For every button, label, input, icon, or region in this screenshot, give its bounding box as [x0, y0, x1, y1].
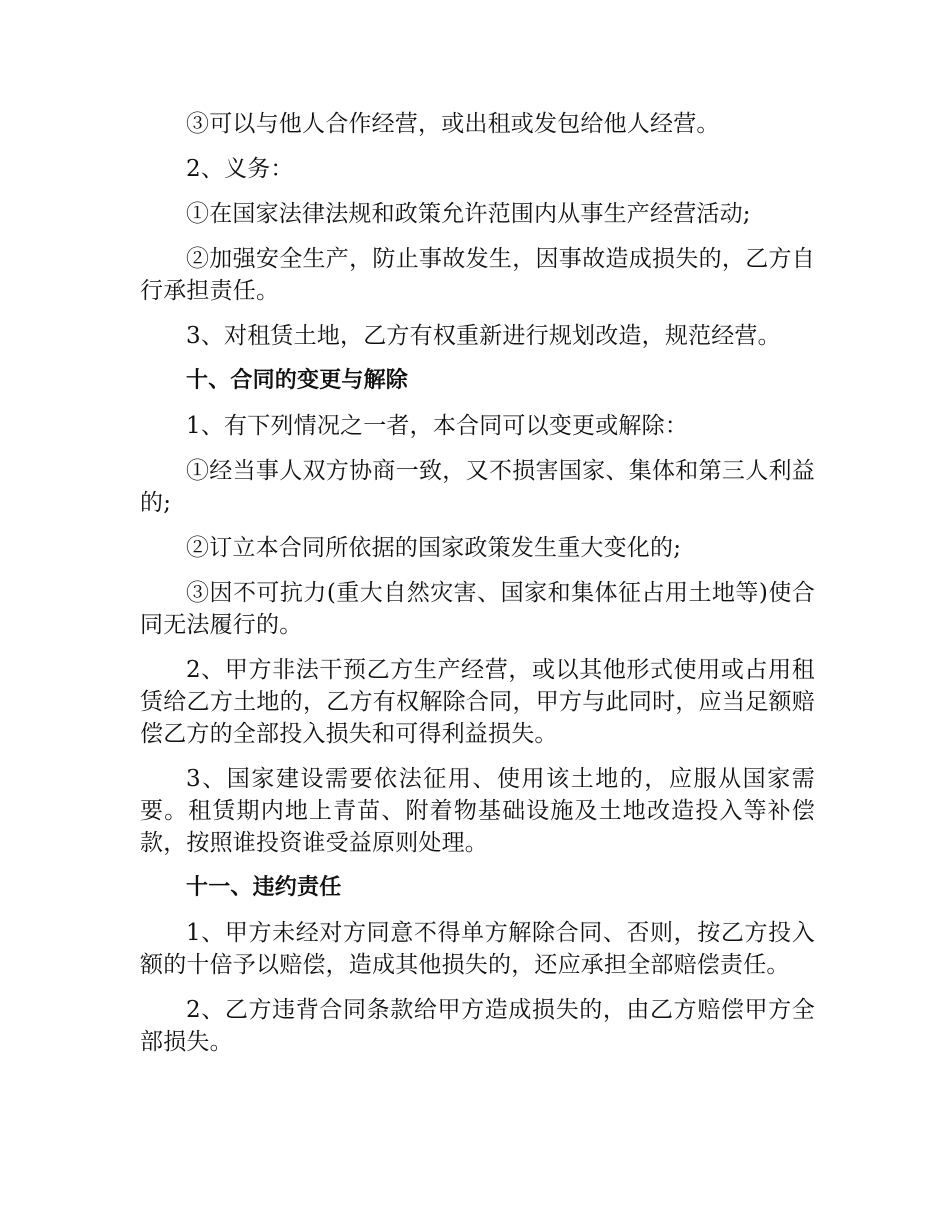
document-page: [140, 108, 815, 1071]
clause-paragraph: ②加强安全生产，防止事故发生，因事故造成损失的，乙方自行承担责任。: [140, 246, 815, 304]
section-heading: 十、合同的变更与解除: [186, 368, 409, 393]
clause-paragraph: 1、有下列情况之一者，本合同可以变更或解除：: [186, 413, 689, 439]
clause-paragraph: 2、义务：: [186, 156, 294, 182]
section-heading: 十一、违约责任: [186, 875, 342, 900]
clause-paragraph: 1、甲方未经对方同意不得单方解除合同、否则，按乙方投入额的十倍予以赔偿，造成其他损失的，还应承担全部赔偿责任。: [140, 920, 815, 978]
clause-paragraph: ①在国家法律法规和政策允许范围内从事生产经营活动;: [186, 201, 751, 227]
clause-paragraph: 3、国家建设需要依法征用、使用该土地的，应服从国家需要。租赁期内地上青苗、附着物基础设施及土地改造投入等补偿款，按照谁投资谁受益原则处理。: [140, 766, 815, 856]
clause-paragraph: 2、甲方非法干预乙方生产经营，或以其他形式使用或占用租赁给乙方土地的，乙方有权解除合同，甲方与此同时，应当足额赔偿乙方的全部投入损失和可得利益损失。: [140, 657, 815, 747]
clause-paragraph: 3、对租赁土地，乙方有权重新进行规划改造，规范经营。: [186, 323, 781, 349]
clause-paragraph: ③因不可抗力(重大自然灾害、国家和集体征占用土地等)使合同无法履行的。: [140, 580, 815, 638]
clause-paragraph: ①经当事人双方协商一致，又不损害国家、集体和第三人利益的;: [140, 458, 815, 516]
clause-paragraph: 2、乙方违背合同条款给甲方造成损失的，由乙方赔偿甲方全部损失。: [140, 997, 815, 1055]
clause-paragraph: ③可以与他人合作经营，或出租或发包给他人经营。: [186, 111, 720, 137]
clause-paragraph: ②订立本合同所依据的国家政策发生重大变化的;: [186, 535, 682, 561]
